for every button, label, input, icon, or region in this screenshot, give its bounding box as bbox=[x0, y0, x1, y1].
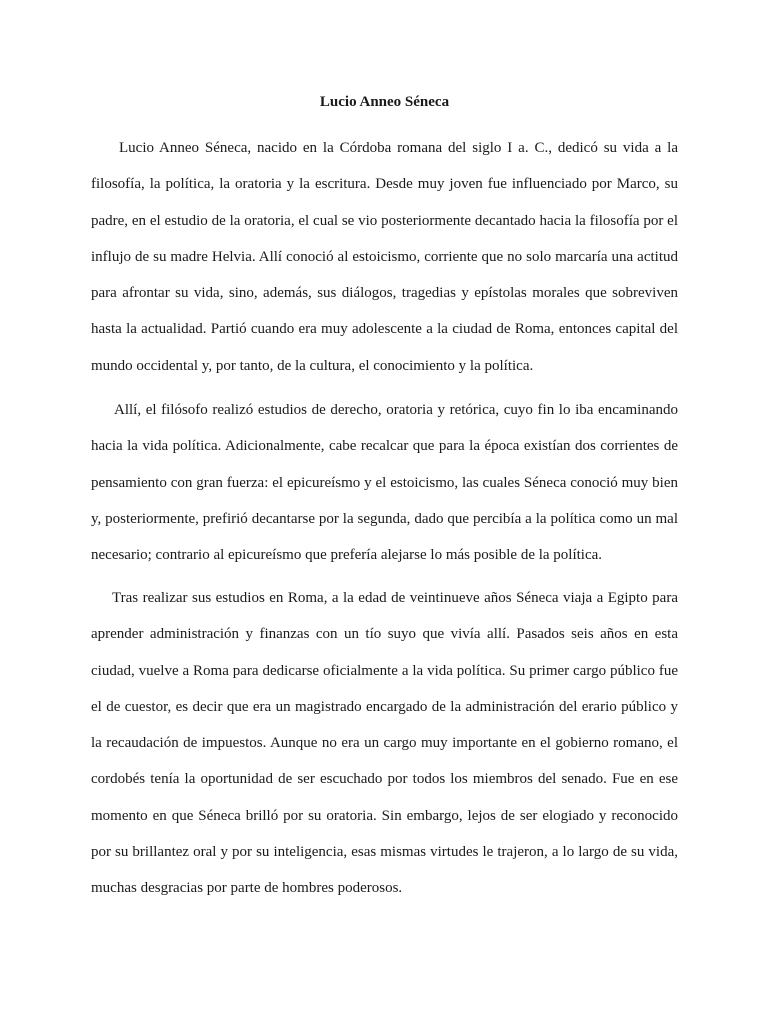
paragraph-2: Allí, el filósofo realizó estudios de derecho, oratoria y retórica, cuyo fin lo iba encaminando hacia la vida política. Adicionalmente, cabe recalcar que para la época existían dos corrientes de pensamiento con gran fuerza: el epicureísmo y el estoicismo, las cuales Séneca conoció muy bien y, posteriormente, prefirió decantarse por la segunda, dado que percibía a la política como un mal necesario; contrario al epicureísmo que prefería alejarse lo más posible de la política. bbox=[91, 402, 678, 564]
paragraph-1: Lucio Anneo Séneca, nacido en la Córdoba romana del siglo I a. C., dedicó su vida a la filosofía, la política, la oratoria y la escritura. Desde muy joven fue influenciado por Marco, su padre, en el estudio de la oratoria, el cual se vio posteriormente decantado hacia la filosofía por el influjo de su madre Helvia. Allí conoció al estoicismo, corriente que no solo marcaría una actitud para afrontar su vida, sino, además, sus diálogos, tragedias y epístolas morales que sobreviven hasta la actualidad. Partió cuando era muy adolescente a la ciudad de Roma, entonces capital del mundo occidental y, por tanto, de la cultura, el conocimiento y la política. bbox=[91, 140, 678, 374]
paragraph-3: Tras realizar sus estudios en Roma, a la edad de veintinueve años Séneca viaja a Egipto para aprender administración y finanzas con un tío suyo que vivía allí. Pasados seis años en esta ciudad, vuelve a Roma para dedicarse oficialmente a la vida política. Su primer cargo público fue el de cuestor, es decir que era un magistrado encargado de la administración del erario público y la recaudación de impuestos. Aunque no era un cargo muy importante en el gobierno romano, el cordobés tenía la oportunidad de ser escuchado por todos los miembros del senado. Fue en ese momento en que Séneca brilló por su oratoria. Sin embargo, lejos de ser elogiado y reconocido por su brillantez oral y por su inteligencia, esas mismas virtudes le trajeron, a lo largo de su vida, muchas desgracias por parte de hombres poderosos. bbox=[91, 590, 678, 897]
document-title: Lucio Anneo Séneca bbox=[319, 94, 450, 110]
